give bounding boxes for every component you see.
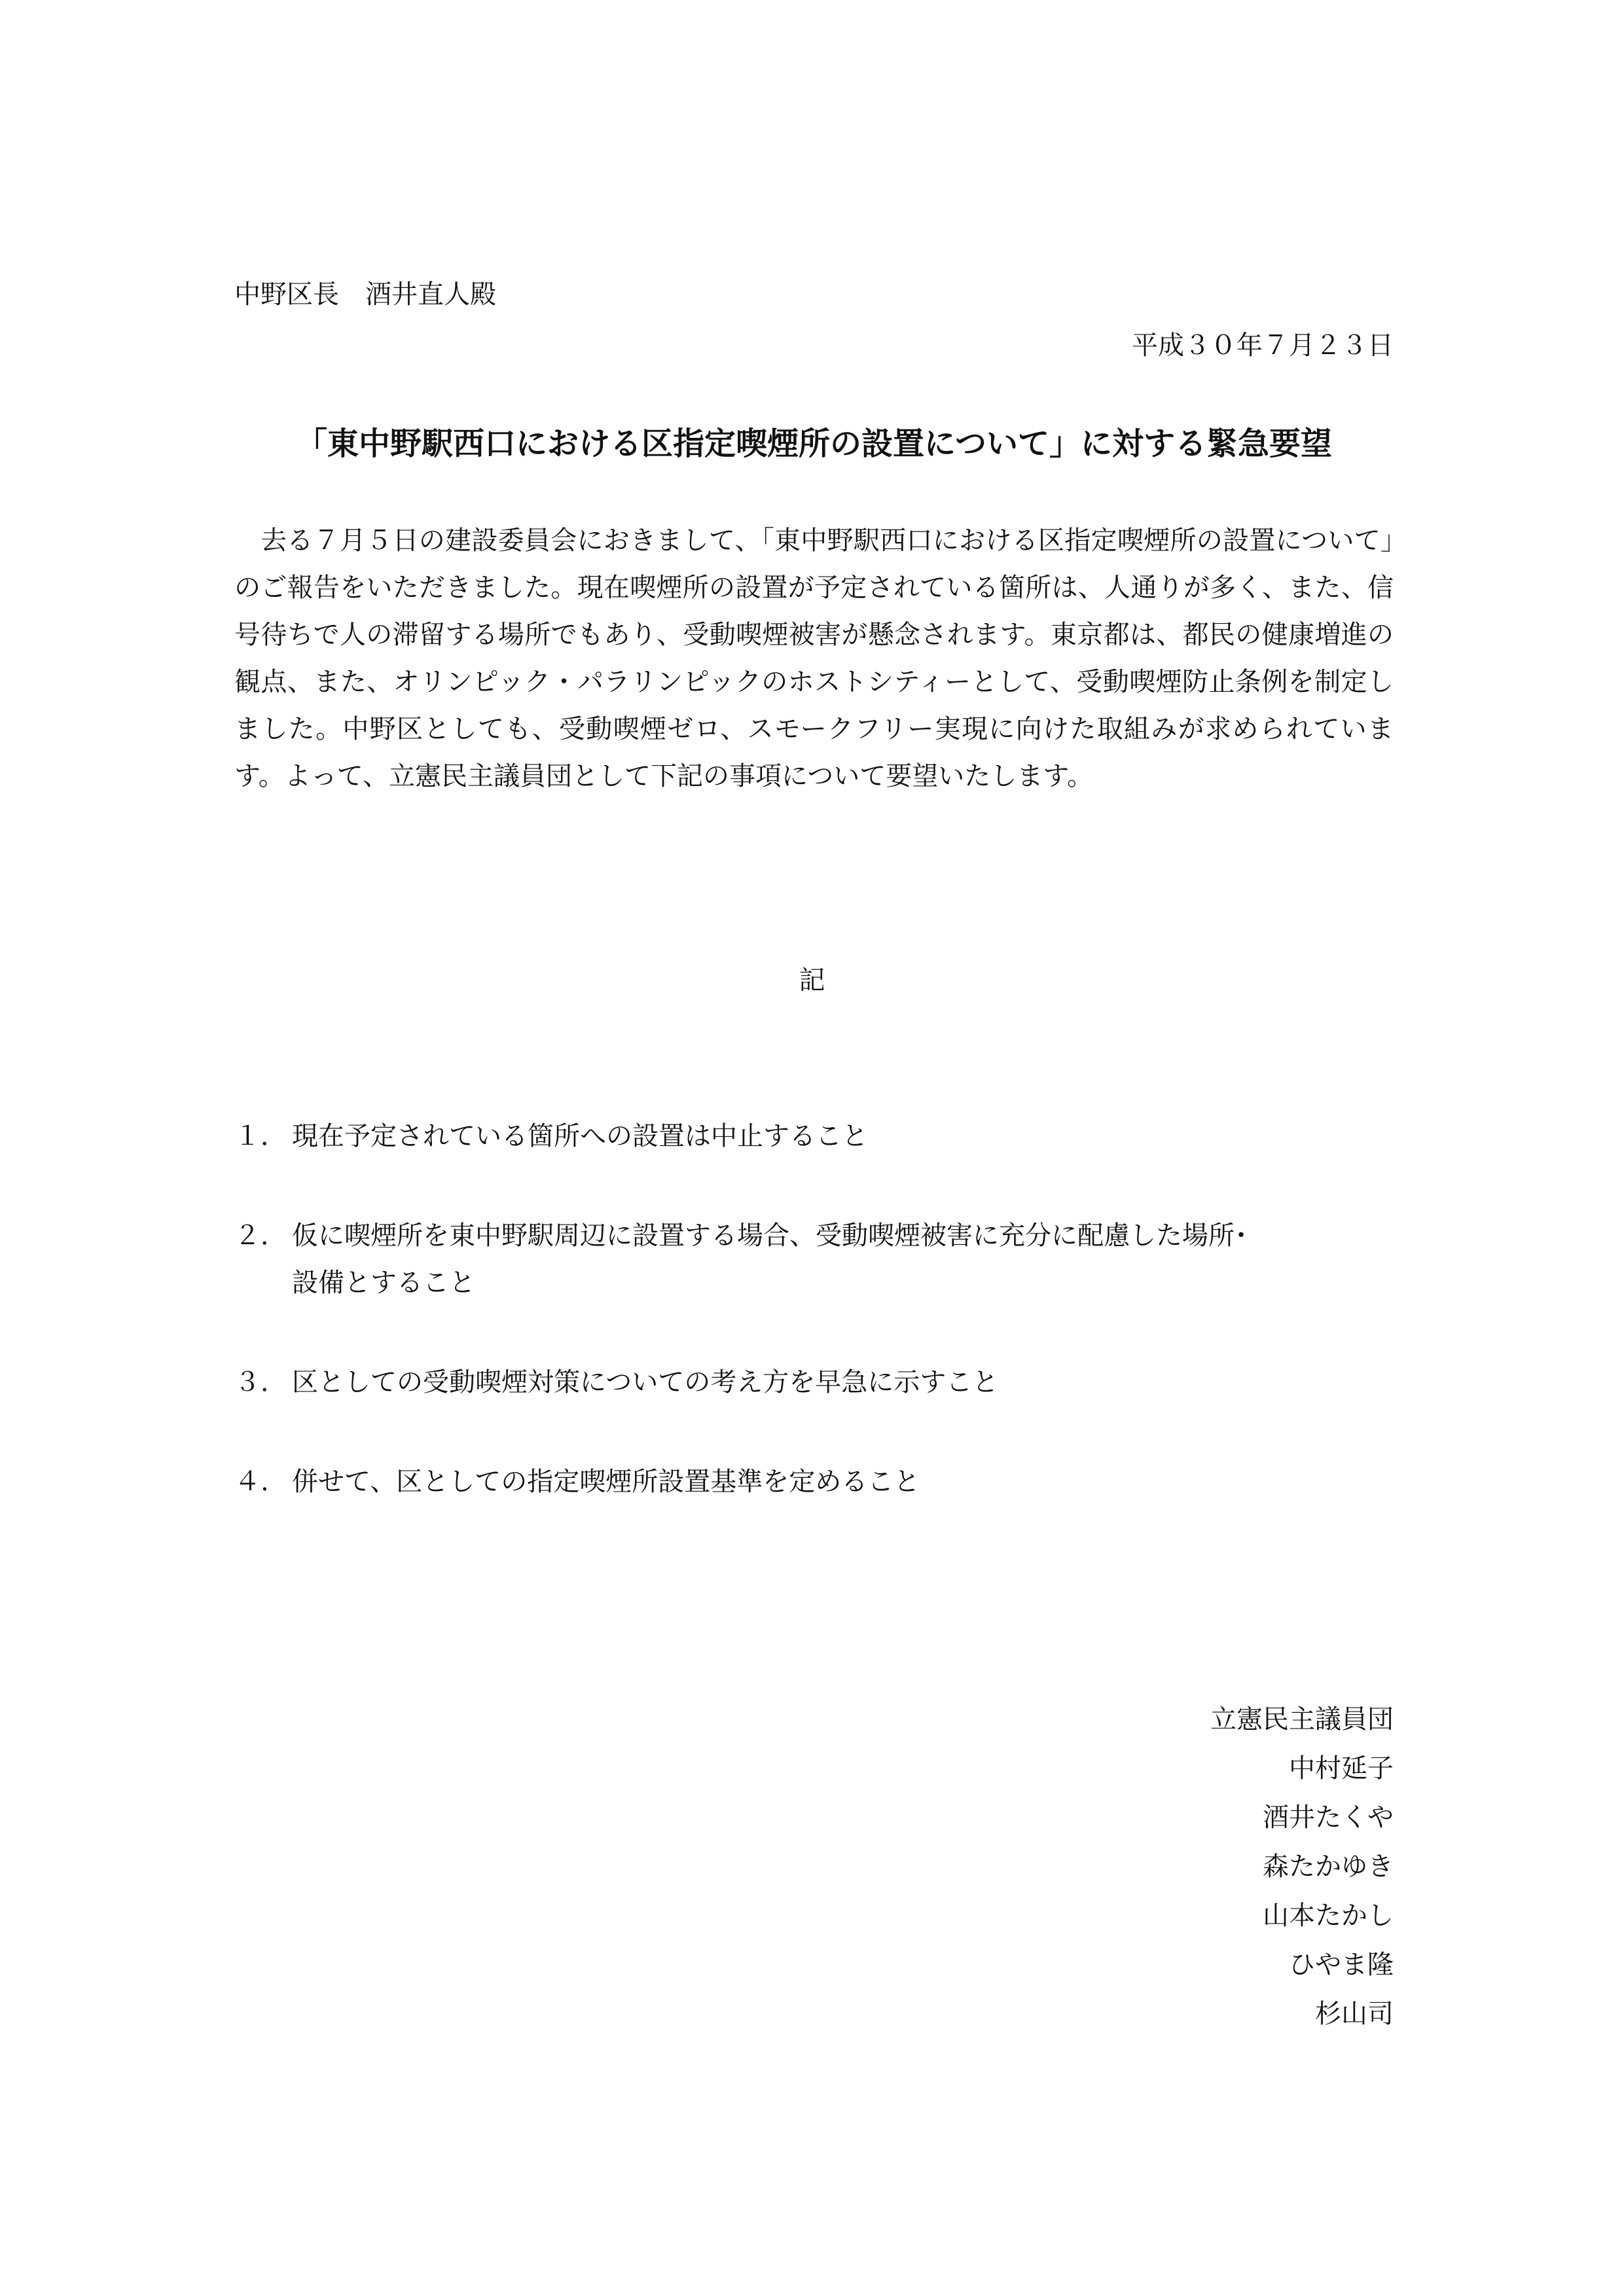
document-title: 「東中野駅西口における区指定喫煙所の設置について」に対する緊急要望	[295, 425, 1333, 462]
request-item-number: ３．	[234, 1367, 287, 1397]
signer-name: ひやま隆	[1289, 1950, 1394, 1980]
request-item-2	[234, 1212, 1394, 1306]
request-item-3	[234, 1359, 1394, 1406]
request-item-text: 併せて、区としての指定喫煙所設置基準を定めること	[292, 1467, 920, 1497]
request-item-text: 仮に喫煙所を東中野駅周辺に設置する場合、受動喫煙被害に充分に配慮した場所･設備とすること	[292, 1221, 1248, 1298]
request-item-number: １．	[234, 1121, 287, 1151]
signer-name: 山本たかし	[1263, 1901, 1394, 1931]
signer-name: 森たかゆき	[1263, 1852, 1394, 1882]
request-item-text: 現在予定されている箇所への設置は中止すること	[292, 1121, 868, 1151]
request-item-number: ４.	[234, 1467, 269, 1497]
request-item-1	[234, 1113, 1394, 1160]
request-item-text: 区としての受動喫煙対策についての考え方を早急に示すこと	[292, 1367, 999, 1397]
request-item-number: ２．	[234, 1221, 287, 1251]
signer-name: 酒井たくや	[1263, 1803, 1394, 1833]
document-date: 平成３０年７月２３日	[1132, 331, 1394, 361]
request-item-4	[234, 1458, 1394, 1505]
addressee: 中野区長 酒井直人殿	[234, 279, 496, 310]
signature-block	[1210, 1695, 1394, 2039]
signer-name: 中村延子	[1289, 1753, 1394, 1784]
signer-group: 立憲民主議員団	[1210, 1704, 1394, 1734]
request-list	[234, 1113, 1394, 1558]
ki-heading: 記	[799, 965, 825, 996]
body-paragraph: 去る７月５日の建設委員会におきまして、「東中野駅西口における区指定喫煙所の設置について」のご報告をいただきました。現在喫煙所の設置が予定されている箇所は、人通りが多く、また、信号待ちで人の滞留する場所でもあり、受動喫煙被害が懸念されます。東京都は、都民の健康増進の観点、また、オリンピック・パラリンピックのホストシティーとして、受動喫煙防止条例を制定しました。中野区としても、受動喫煙ゼロ、スモークフリー実現に向けた取組みが求められています。よって、立憲民主議員団として下記の事項について要望いたします。	[234, 526, 1394, 791]
signer-name: 杉山司	[1315, 1999, 1394, 2029]
